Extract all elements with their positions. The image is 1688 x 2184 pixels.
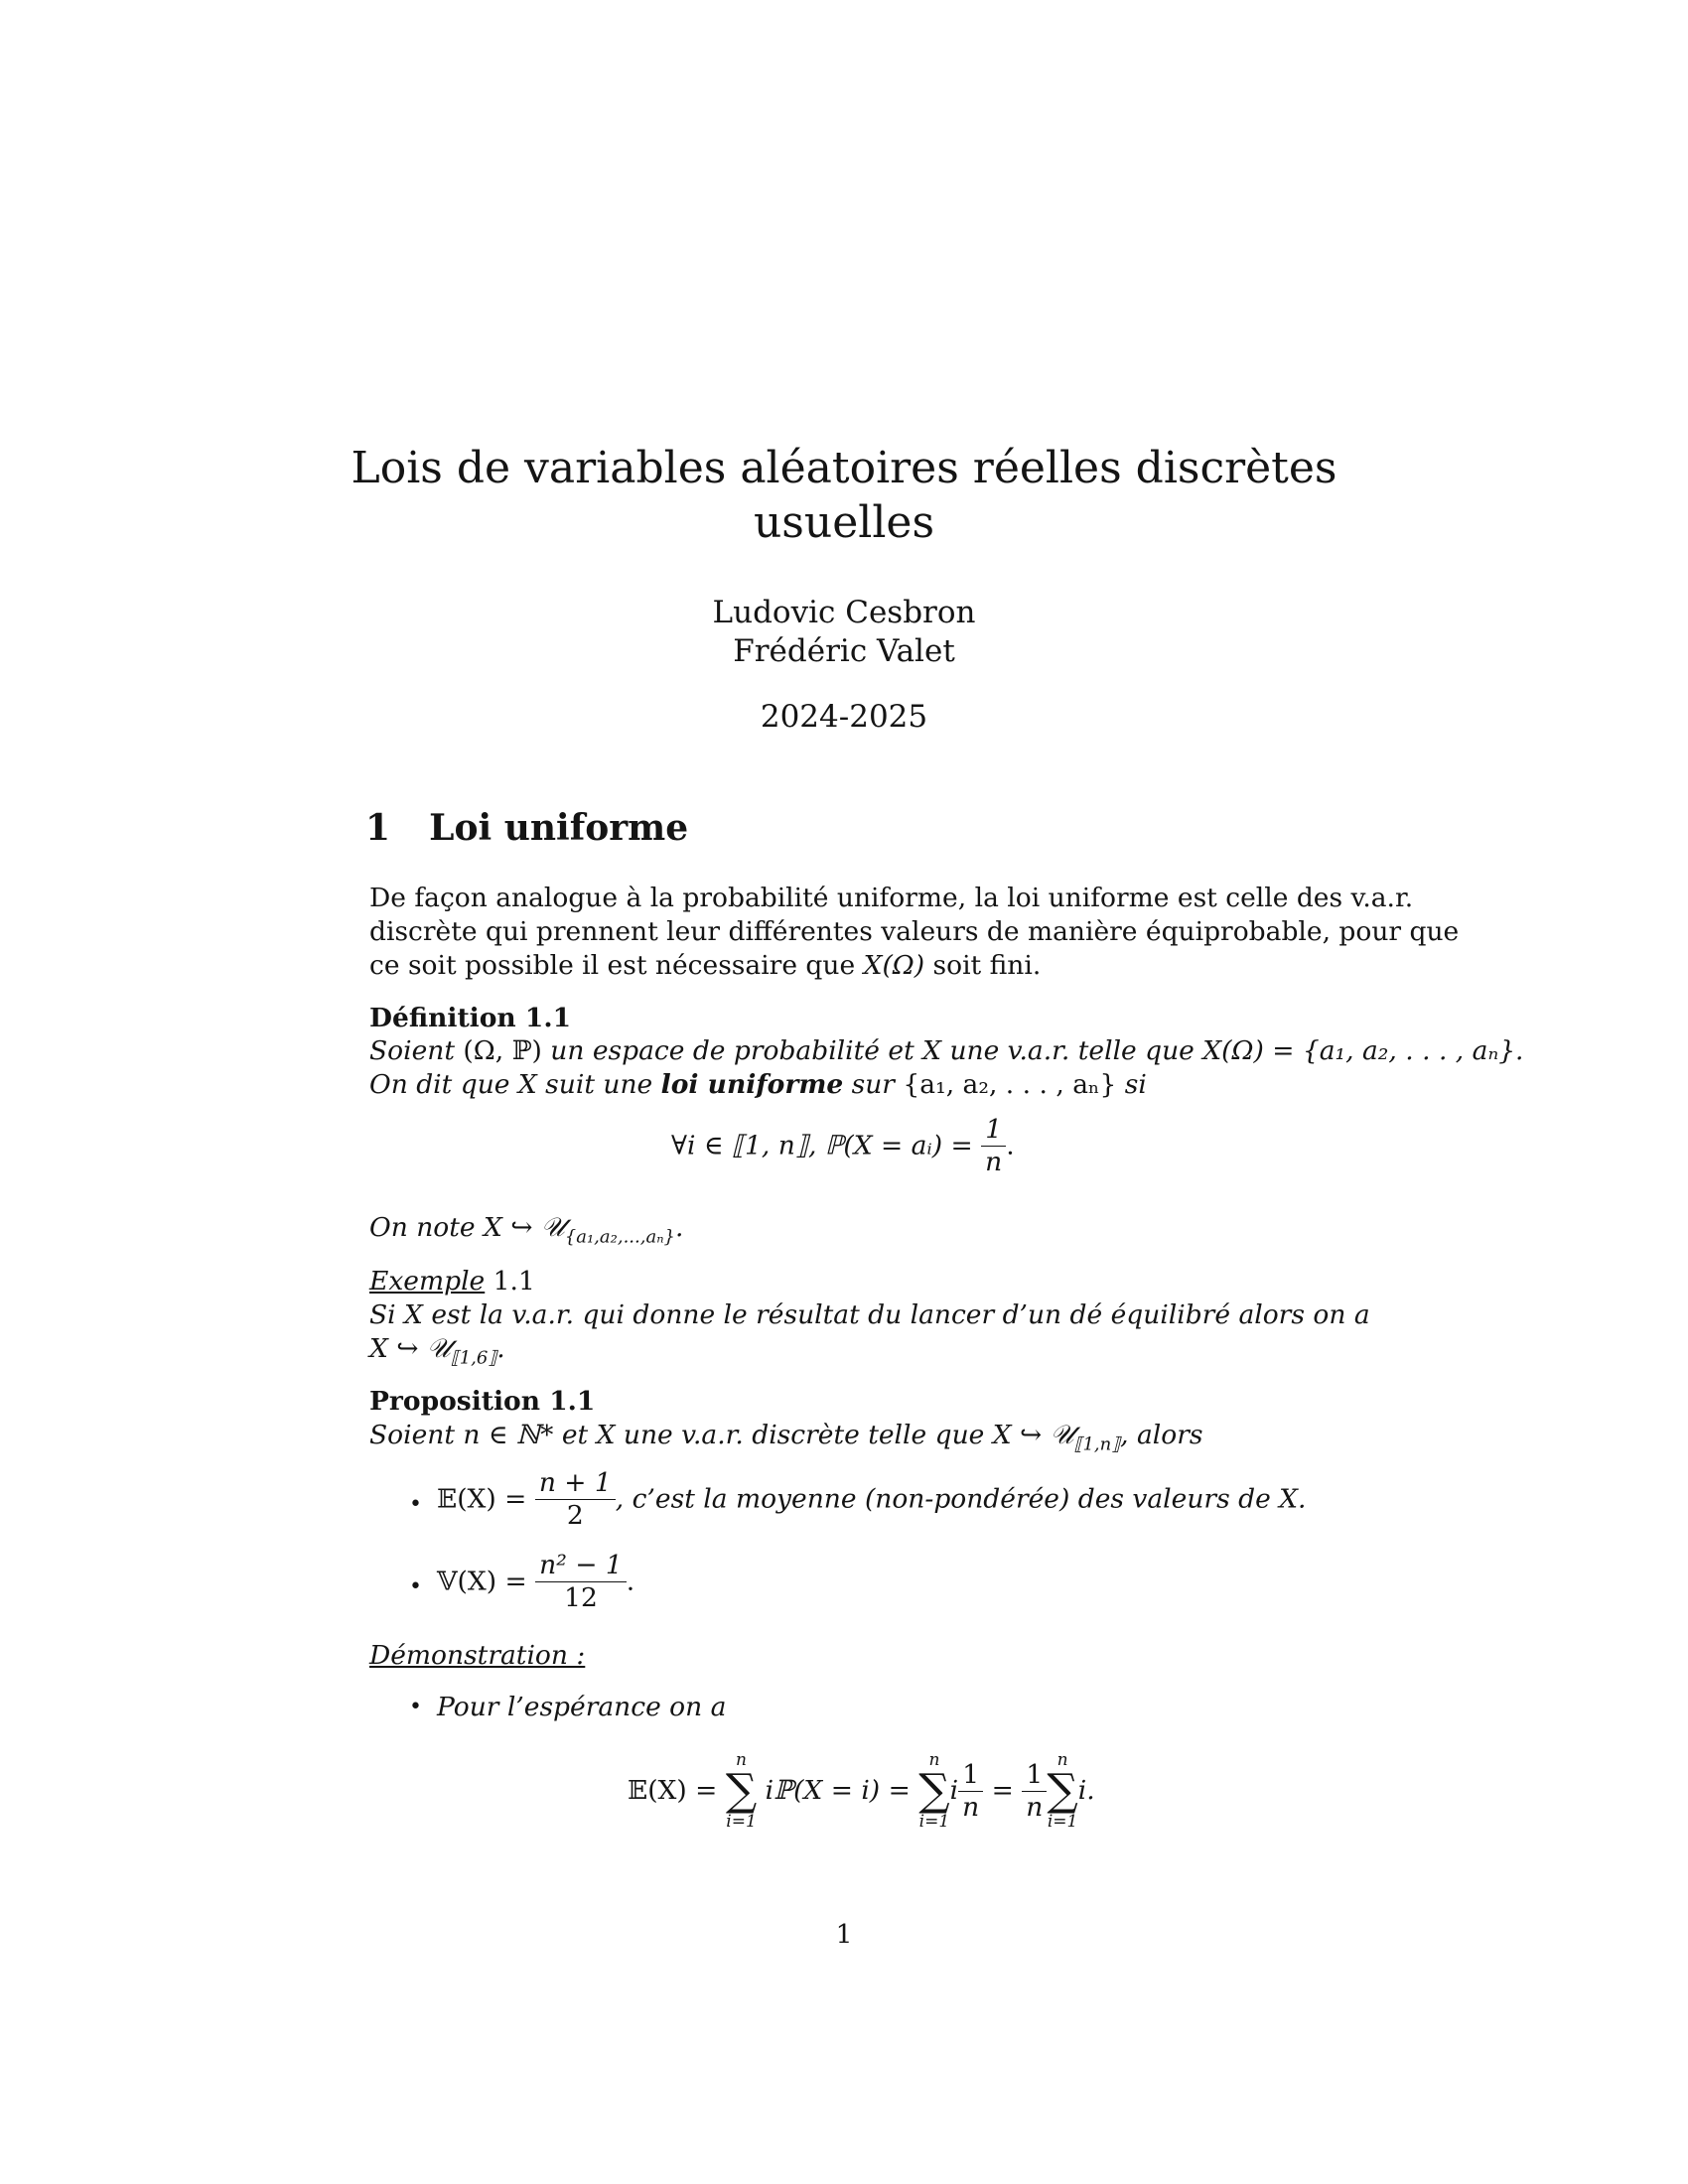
fraction-numerator: 1	[958, 1759, 983, 1792]
note-subscript: {a₁,a₂,...,aₙ}	[564, 1226, 675, 1248]
def-math: (Ω, ℙ)	[463, 1035, 542, 1066]
intro-line-3	[369, 949, 1041, 983]
definition-formula: ∀i ∈ ⟦1, n⟧, ℙ(X = aᵢ) = $\frac{1}{n}$ .	[671, 1114, 1015, 1177]
sum-upper: n	[736, 1750, 747, 1770]
proposition-line	[369, 1419, 1202, 1461]
definition-note	[369, 1211, 683, 1254]
author-1: Ludovic Cesbron	[712, 595, 976, 630]
fraction-numerator: 1	[1022, 1759, 1047, 1792]
note-math: X ↪ 𝒰	[484, 1212, 565, 1243]
bullet-icon: •	[409, 1492, 422, 1517]
proposition-bullet-2	[437, 1550, 634, 1614]
def-text: sur	[843, 1069, 904, 1100]
def-text: On dit que	[369, 1069, 518, 1100]
example-line-1: Si X est la v.a.r. qui donne le résultat du lancer d’un dé équilibré alors on a	[369, 1299, 1370, 1330]
fraction-denominator: n	[1026, 1791, 1044, 1823]
note-text-end: .	[674, 1212, 684, 1243]
bullet-icon: •	[409, 1695, 422, 1719]
sum-symbol: n ∑ i=1	[725, 1750, 758, 1832]
def-text: si	[1116, 1069, 1147, 1100]
fraction-numerator: 1	[981, 1114, 1006, 1147]
fraction-denominator: n	[985, 1147, 1003, 1177]
fraction	[981, 1114, 1006, 1178]
bullet-icon: •	[409, 1574, 422, 1599]
example-line-2	[369, 1332, 505, 1375]
definition-line-2	[369, 1068, 1147, 1102]
proposition-bullet-1	[437, 1467, 1306, 1532]
page-number: 1	[835, 1919, 853, 1950]
def-bold-term: loi uniforme	[660, 1069, 844, 1100]
sum-upper: n	[928, 1750, 940, 1770]
example-heading	[369, 1265, 535, 1298]
sum-symbol: n ∑ i=1	[1047, 1750, 1078, 1832]
intro-line-2: discrète qui prennent leur différentes valeurs de manière équiprobable, pour que	[369, 916, 1460, 947]
definition-line-1	[369, 1034, 1523, 1068]
note-text: On note	[369, 1212, 484, 1243]
def-math: X	[922, 1035, 942, 1066]
prop-text: et	[553, 1420, 597, 1450]
section-number: 1	[365, 807, 391, 849]
prop-subscript: ⟦1,n⟧	[1073, 1433, 1121, 1455]
formula-lhs: ∀i ∈ ⟦1, n⟧, ℙ(X = aᵢ) =	[671, 1130, 973, 1161]
fraction	[958, 1759, 983, 1824]
sum-lower: i=1	[918, 1812, 950, 1832]
def-math: X(Ω) = {a₁, a₂, . . . , aₙ}.	[1202, 1035, 1524, 1066]
def-math: {a₁, a₂, . . . , aₙ}	[903, 1069, 1117, 1100]
def-text: un espace de probabilité et	[541, 1035, 923, 1066]
definition-heading: Définition 1.1	[369, 1003, 572, 1033]
formula-term-2: i	[949, 1775, 959, 1806]
bullet-2-end: .	[626, 1566, 635, 1597]
document-date: 2024-2025	[760, 699, 928, 735]
example-math: X ↪ 𝒰	[369, 1333, 451, 1364]
author-2: Frédéric Valet	[733, 633, 955, 669]
prop-text: Soient	[369, 1420, 464, 1450]
formula-term-1: iℙ(X = i) =	[765, 1775, 911, 1806]
def-math: X	[517, 1069, 537, 1100]
prop-math: X ↪ 𝒰	[992, 1420, 1074, 1450]
sum-lower: i=1	[1047, 1812, 1078, 1832]
document-title-line1: Lois de variables aléatoires réelles discrètes	[351, 443, 1337, 493]
example-end: .	[496, 1333, 505, 1364]
formula-lhs: 𝔼(X) =	[628, 1775, 718, 1806]
demonstration-heading: Démonstration :	[369, 1640, 586, 1671]
fraction	[535, 1467, 616, 1532]
example-number: 1.1	[492, 1266, 535, 1297]
fraction	[535, 1550, 627, 1614]
fraction-denominator: 2	[566, 1500, 584, 1531]
prop-math: X	[596, 1420, 616, 1450]
sum-lower: i=1	[726, 1812, 757, 1832]
prop-text: , alors	[1120, 1420, 1203, 1450]
proposition-heading: Proposition 1.1	[369, 1386, 596, 1417]
equals-sign: =	[991, 1775, 1014, 1806]
intro-text-end: soit fini.	[924, 950, 1042, 981]
demonstration-bullet-1: Pour l’espérance on a	[437, 1692, 727, 1722]
intro-math: X(Ω)	[863, 950, 925, 981]
fraction-denominator: 12	[564, 1582, 598, 1613]
section-heading	[365, 807, 688, 849]
sum-upper: n	[1056, 1750, 1068, 1770]
section-title: Loi uniforme	[429, 807, 689, 849]
fraction-numerator: n + 1	[535, 1467, 616, 1500]
expectation-formula	[628, 1751, 1095, 1831]
prop-math: n ∈ ℕ*	[463, 1420, 554, 1450]
fraction	[1022, 1759, 1047, 1824]
variance-lhs: 𝕍(X) =	[437, 1566, 527, 1597]
def-text: une v.a.r. telle que	[941, 1035, 1203, 1066]
document-title-line2: usuelles	[753, 497, 935, 548]
fraction-denominator: n	[962, 1791, 980, 1823]
bullet-1-text: , c’est la moyenne (non-pondérée) des valeurs de X.	[615, 1483, 1307, 1515]
formula-end: i.	[1077, 1775, 1095, 1806]
example-label: Exemple	[369, 1266, 486, 1297]
def-text: suit une	[536, 1069, 661, 1100]
prop-text: une v.a.r. discrète telle que	[615, 1420, 993, 1450]
sum-symbol: n ∑ i=1	[918, 1750, 950, 1832]
intro-line-1: De façon analogue à la probabilité uniforme, la loi uniforme est celle des v.a.r.	[369, 883, 1414, 913]
fraction-numerator: n² − 1	[535, 1550, 627, 1582]
expectation-lhs: 𝔼(X) =	[437, 1483, 527, 1515]
intro-text: ce soit possible il est nécessaire que	[369, 950, 864, 981]
example-subscript: ⟦1,6⟧	[450, 1347, 497, 1369]
def-text: Soient	[369, 1035, 464, 1066]
